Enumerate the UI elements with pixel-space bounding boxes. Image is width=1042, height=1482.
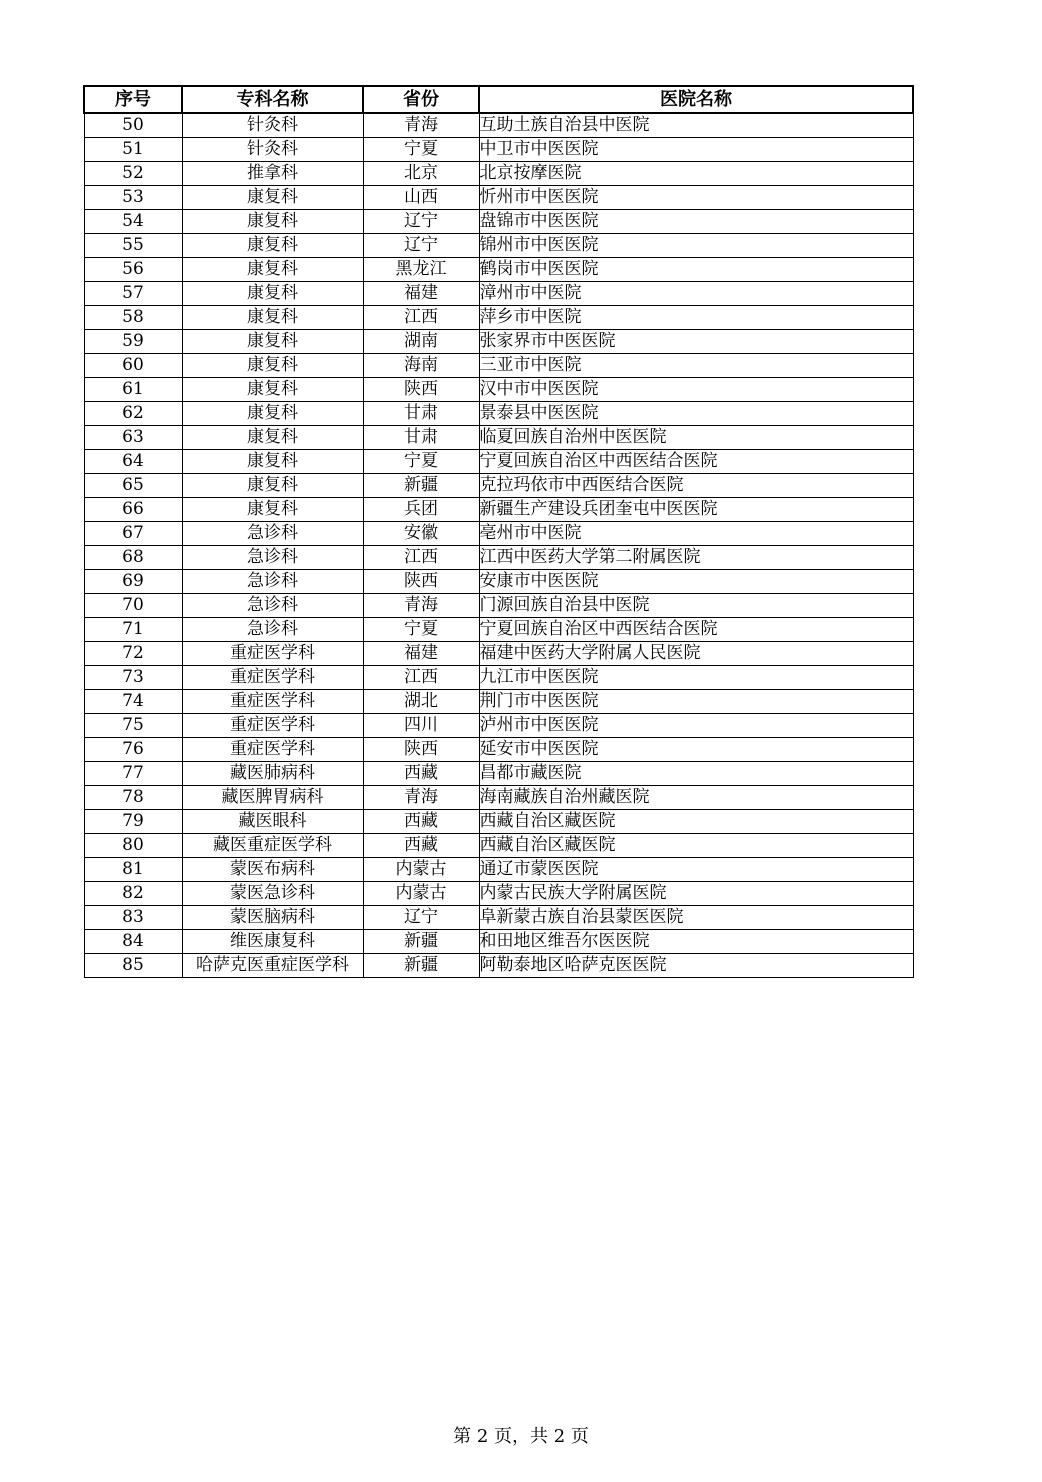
cell-specialty: 康复科: [182, 234, 363, 258]
cell-hospital: 忻州市中医医院: [479, 186, 913, 210]
cell-no: 65: [84, 474, 182, 498]
cell-specialty: 康复科: [182, 498, 363, 522]
cell-no: 70: [84, 594, 182, 618]
cell-specialty: 康复科: [182, 426, 363, 450]
cell-specialty: 哈萨克医重症医学科: [182, 954, 363, 978]
cell-no: 73: [84, 666, 182, 690]
cell-no: 64: [84, 450, 182, 474]
cell-specialty: 藏医肺病科: [182, 762, 363, 786]
cell-hospital: 荆门市中医医院: [479, 690, 913, 714]
table-row: [84, 162, 913, 186]
cell-province: 内蒙古: [363, 858, 479, 882]
cell-specialty: 康复科: [182, 474, 363, 498]
cell-province: 青海: [363, 786, 479, 810]
cell-hospital: 海南藏族自治州藏医院: [479, 786, 913, 810]
cell-no: 67: [84, 522, 182, 546]
cell-province: 西藏: [363, 834, 479, 858]
cell-province: 辽宁: [363, 210, 479, 234]
cell-no: 68: [84, 546, 182, 570]
cell-specialty: 针灸科: [182, 138, 363, 162]
cell-province: 江西: [363, 666, 479, 690]
cell-province: 海南: [363, 354, 479, 378]
table-row: [84, 762, 913, 786]
cell-hospital: 汉中市中医医院: [479, 378, 913, 402]
cell-specialty: 康复科: [182, 258, 363, 282]
table-row: [84, 666, 913, 690]
table-row: [84, 882, 913, 906]
cell-hospital: 宁夏回族自治区中西医结合医院: [479, 450, 913, 474]
cell-no: 79: [84, 810, 182, 834]
table-row: [84, 738, 913, 762]
cell-hospital: 萍乡市中医院: [479, 306, 913, 330]
cell-specialty: 蒙医脑病科: [182, 906, 363, 930]
cell-province: 青海: [363, 113, 479, 138]
table-row: [84, 834, 913, 858]
table-row: [84, 426, 913, 450]
table-row: [84, 378, 913, 402]
cell-specialty: 藏医重症医学科: [182, 834, 363, 858]
cell-province: 湖南: [363, 330, 479, 354]
cell-hospital: 门源回族自治县中医院: [479, 594, 913, 618]
cell-no: 57: [84, 282, 182, 306]
table-row: [84, 786, 913, 810]
cell-no: 74: [84, 690, 182, 714]
cell-province: 湖北: [363, 690, 479, 714]
table-header: [84, 86, 913, 113]
cell-no: 72: [84, 642, 182, 666]
cell-province: 辽宁: [363, 906, 479, 930]
cell-hospital: 昌都市藏医院: [479, 762, 913, 786]
cell-province: 江西: [363, 546, 479, 570]
cell-hospital: 景泰县中医医院: [479, 402, 913, 426]
cell-specialty: 藏医脾胃病科: [182, 786, 363, 810]
cell-specialty: 康复科: [182, 210, 363, 234]
cell-hospital: 漳州市中医院: [479, 282, 913, 306]
cell-province: 西藏: [363, 762, 479, 786]
cell-no: 61: [84, 378, 182, 402]
cell-province: 江西: [363, 306, 479, 330]
cell-specialty: 针灸科: [182, 113, 363, 138]
cell-hospital: 临夏回族自治州中医医院: [479, 426, 913, 450]
cell-hospital: 三亚市中医院: [479, 354, 913, 378]
cell-hospital: 中卫市中医医院: [479, 138, 913, 162]
cell-hospital: 北京按摩医院: [479, 162, 913, 186]
cell-province: 内蒙古: [363, 882, 479, 906]
cell-province: 黑龙江: [363, 258, 479, 282]
cell-no: 63: [84, 426, 182, 450]
cell-specialty: 蒙医急诊科: [182, 882, 363, 906]
cell-specialty: 康复科: [182, 378, 363, 402]
table-row: [84, 402, 913, 426]
table-row: [84, 186, 913, 210]
cell-no: 77: [84, 762, 182, 786]
cell-specialty: 蒙医布病科: [182, 858, 363, 882]
header-no: 序号: [84, 86, 182, 113]
cell-province: 新疆: [363, 930, 479, 954]
cell-specialty: 急诊科: [182, 594, 363, 618]
cell-specialty: 康复科: [182, 402, 363, 426]
cell-hospital: 克拉玛依市中西医结合医院: [479, 474, 913, 498]
cell-no: 54: [84, 210, 182, 234]
table-row: [84, 113, 913, 138]
cell-no: 69: [84, 570, 182, 594]
header-specialty: 专科名称: [182, 86, 363, 113]
hospital-table: [83, 85, 914, 978]
cell-specialty: 重症医学科: [182, 714, 363, 738]
table-row: [84, 258, 913, 282]
cell-hospital: 安康市中医医院: [479, 570, 913, 594]
cell-no: 71: [84, 618, 182, 642]
cell-hospital: 西藏自治区藏医院: [479, 810, 913, 834]
header-hospital: 医院名称: [479, 86, 913, 113]
cell-province: 西藏: [363, 810, 479, 834]
cell-no: 78: [84, 786, 182, 810]
cell-specialty: 推拿科: [182, 162, 363, 186]
cell-hospital: 通辽市蒙医医院: [479, 858, 913, 882]
table-row: [84, 306, 913, 330]
cell-hospital: 阜新蒙古族自治县蒙医医院: [479, 906, 913, 930]
cell-no: 50: [84, 113, 182, 138]
cell-hospital: 和田地区维吾尔医医院: [479, 930, 913, 954]
cell-hospital: 九江市中医医院: [479, 666, 913, 690]
table-row: [84, 858, 913, 882]
table-row: [84, 522, 913, 546]
table-row: [84, 930, 913, 954]
cell-no: 55: [84, 234, 182, 258]
page-footer: 第 2 页，共 2 页: [453, 1426, 589, 1447]
table-row: [84, 210, 913, 234]
cell-hospital: 盘锦市中医医院: [479, 210, 913, 234]
header-province: 省份: [363, 86, 479, 113]
cell-province: 福建: [363, 282, 479, 306]
cell-no: 58: [84, 306, 182, 330]
cell-specialty: 急诊科: [182, 570, 363, 594]
cell-province: 北京: [363, 162, 479, 186]
cell-province: 安徽: [363, 522, 479, 546]
table-row: [84, 138, 913, 162]
cell-no: 52: [84, 162, 182, 186]
table-row: [84, 498, 913, 522]
cell-province: 甘肃: [363, 426, 479, 450]
table-row: [84, 906, 913, 930]
cell-province: 青海: [363, 594, 479, 618]
cell-hospital: 延安市中医医院: [479, 738, 913, 762]
cell-hospital: 泸州市中医医院: [479, 714, 913, 738]
cell-specialty: 急诊科: [182, 522, 363, 546]
table-row: [84, 474, 913, 498]
cell-specialty: 重症医学科: [182, 666, 363, 690]
table-row: [84, 594, 913, 618]
cell-no: 83: [84, 906, 182, 930]
cell-specialty: 康复科: [182, 354, 363, 378]
cell-province: 山西: [363, 186, 479, 210]
cell-hospital: 新疆生产建设兵团奎屯中医医院: [479, 498, 913, 522]
table-row: [84, 354, 913, 378]
cell-hospital: 亳州市中医院: [479, 522, 913, 546]
cell-specialty: 康复科: [182, 186, 363, 210]
cell-province: 四川: [363, 714, 479, 738]
cell-province: 宁夏: [363, 618, 479, 642]
cell-no: 51: [84, 138, 182, 162]
cell-province: 宁夏: [363, 138, 479, 162]
cell-specialty: 康复科: [182, 450, 363, 474]
cell-specialty: 重症医学科: [182, 642, 363, 666]
cell-no: 66: [84, 498, 182, 522]
cell-no: 60: [84, 354, 182, 378]
cell-specialty: 维医康复科: [182, 930, 363, 954]
table-row: [84, 330, 913, 354]
cell-no: 85: [84, 954, 182, 978]
table-row: [84, 570, 913, 594]
cell-province: 辽宁: [363, 234, 479, 258]
table-row: [84, 282, 913, 306]
cell-hospital: 互助土族自治县中医院: [479, 113, 913, 138]
cell-hospital: 西藏自治区藏医院: [479, 834, 913, 858]
cell-hospital: 宁夏回族自治区中西医结合医院: [479, 618, 913, 642]
table-row: [84, 546, 913, 570]
cell-province: 宁夏: [363, 450, 479, 474]
cell-no: 53: [84, 186, 182, 210]
cell-specialty: 重症医学科: [182, 690, 363, 714]
cell-province: 陕西: [363, 738, 479, 762]
cell-province: 福建: [363, 642, 479, 666]
cell-no: 81: [84, 858, 182, 882]
cell-no: 56: [84, 258, 182, 282]
cell-specialty: 康复科: [182, 282, 363, 306]
cell-specialty: 藏医眼科: [182, 810, 363, 834]
table-row: [84, 618, 913, 642]
cell-specialty: 康复科: [182, 330, 363, 354]
cell-province: 陕西: [363, 570, 479, 594]
table-row: [84, 954, 913, 978]
cell-specialty: 重症医学科: [182, 738, 363, 762]
cell-no: 80: [84, 834, 182, 858]
cell-province: 新疆: [363, 954, 479, 978]
cell-no: 84: [84, 930, 182, 954]
cell-no: 75: [84, 714, 182, 738]
cell-no: 76: [84, 738, 182, 762]
cell-province: 兵团: [363, 498, 479, 522]
table-row: [84, 234, 913, 258]
cell-hospital: 阿勒泰地区哈萨克医医院: [479, 954, 913, 978]
cell-no: 62: [84, 402, 182, 426]
cell-province: 新疆: [363, 474, 479, 498]
cell-no: 82: [84, 882, 182, 906]
cell-hospital: 锦州市中医医院: [479, 234, 913, 258]
table-row: [84, 450, 913, 474]
cell-no: 59: [84, 330, 182, 354]
table-row: [84, 642, 913, 666]
table-row: [84, 810, 913, 834]
cell-specialty: 康复科: [182, 306, 363, 330]
cell-specialty: 急诊科: [182, 618, 363, 642]
cell-hospital: 鹤岗市中医医院: [479, 258, 913, 282]
cell-hospital: 江西中医药大学第二附属医院: [479, 546, 913, 570]
cell-province: 陕西: [363, 378, 479, 402]
cell-hospital: 内蒙古民族大学附属医院: [479, 882, 913, 906]
cell-hospital: 张家界市中医医院: [479, 330, 913, 354]
cell-province: 甘肃: [363, 402, 479, 426]
cell-hospital: 福建中医药大学附属人民医院: [479, 642, 913, 666]
table-row: [84, 714, 913, 738]
header-row: [84, 86, 913, 113]
table-body: [84, 113, 913, 978]
cell-specialty: 急诊科: [182, 546, 363, 570]
table-row: [84, 690, 913, 714]
